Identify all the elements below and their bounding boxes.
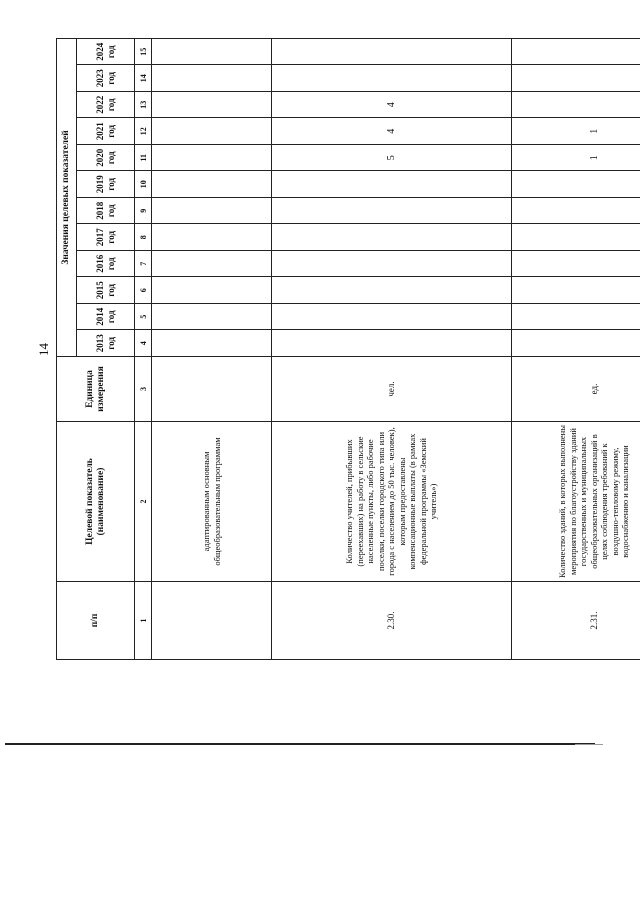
value-cell bbox=[152, 171, 272, 198]
indicator-name: Количество учителей, прибывших (переехавших) на работу в сельские населенные пункты, либо рабочие поселки, поселки городского типа или города с населением до 50 тыс. человек), которым предоставлены компенсационные выплаты (в рамках федеральной программы «Земский учитель») bbox=[272, 422, 512, 582]
value-cell: 1 bbox=[512, 118, 640, 145]
value-cell bbox=[152, 330, 272, 357]
column-index: 10 bbox=[135, 171, 152, 198]
rotated-table-container bbox=[56, 38, 631, 660]
table-row bbox=[512, 38, 640, 659]
header-unit: Единица измерения bbox=[57, 357, 135, 422]
value-cell bbox=[512, 38, 640, 65]
value-cell: 5 bbox=[272, 145, 512, 172]
value-cell bbox=[152, 38, 272, 65]
column-index: 15 bbox=[135, 38, 152, 65]
value-cell bbox=[152, 304, 272, 331]
header-indicator: Целевой показатель (наименование) bbox=[57, 422, 135, 582]
value-cell bbox=[512, 330, 640, 357]
value-cell bbox=[152, 198, 272, 225]
header-year: 2020 год bbox=[77, 145, 135, 172]
value-cell bbox=[512, 304, 640, 331]
value-cell bbox=[512, 277, 640, 304]
unit-cell bbox=[152, 357, 272, 422]
indicator-name: Количество зданий, в которых выполнены мероприятия по благоустройству зданий государственных и муниципальных общеобразовательных организаций в целях соблюдения требований к воздушно-тепловому режиму, водоснабжению и канализации bbox=[512, 422, 640, 582]
unit-cell: чел. bbox=[272, 357, 512, 422]
value-cell bbox=[512, 171, 640, 198]
header-num: п/п bbox=[57, 582, 135, 660]
value-cell: 4 bbox=[272, 92, 512, 119]
value-cell bbox=[272, 224, 512, 251]
column-index: 14 bbox=[135, 65, 152, 92]
header-year: 2019 год bbox=[77, 171, 135, 198]
table-row bbox=[152, 38, 272, 659]
header-year: 2021 год bbox=[77, 118, 135, 145]
value-cell bbox=[152, 118, 272, 145]
bottom-rule-faint bbox=[575, 744, 603, 745]
value-cell bbox=[272, 304, 512, 331]
value-cell bbox=[152, 92, 272, 119]
column-index: 12 bbox=[135, 118, 152, 145]
value-cell bbox=[152, 277, 272, 304]
column-index: 7 bbox=[135, 251, 152, 278]
value-cell bbox=[272, 38, 512, 65]
header-year: 2024 год bbox=[77, 38, 135, 65]
value-cell bbox=[152, 224, 272, 251]
column-index: 8 bbox=[135, 224, 152, 251]
header-values-group: Значения целевых показателей bbox=[57, 38, 77, 356]
indicator-name: адаптированным основным общеобразовательным программам bbox=[152, 422, 272, 582]
column-index: 3 bbox=[135, 357, 152, 422]
value-cell bbox=[152, 65, 272, 92]
value-cell bbox=[272, 65, 512, 92]
value-cell bbox=[272, 198, 512, 225]
value-cell bbox=[272, 277, 512, 304]
value-cell bbox=[512, 198, 640, 225]
bottom-rule bbox=[5, 743, 595, 745]
column-index: 11 bbox=[135, 145, 152, 172]
value-cell bbox=[152, 145, 272, 172]
header-year: 2014 год bbox=[77, 304, 135, 331]
value-cell bbox=[272, 251, 512, 278]
value-cell bbox=[512, 224, 640, 251]
column-index: 1 bbox=[135, 582, 152, 660]
row-number: 2.31. bbox=[512, 582, 640, 660]
value-cell: 1 bbox=[512, 145, 640, 172]
page-number: 14 bbox=[36, 343, 51, 356]
value-cell: 4 bbox=[272, 118, 512, 145]
value-cell bbox=[512, 92, 640, 119]
value-cell bbox=[512, 65, 640, 92]
table-row bbox=[272, 38, 512, 659]
header-year: 2018 год bbox=[77, 198, 135, 225]
header-year: 2023 год bbox=[77, 65, 135, 92]
value-cell bbox=[152, 251, 272, 278]
header-year: 2015 год bbox=[77, 277, 135, 304]
target-indicators-table bbox=[56, 38, 640, 660]
row-number: 2.30. bbox=[272, 582, 512, 660]
header-year: 2022 год bbox=[77, 92, 135, 119]
column-index: 6 bbox=[135, 277, 152, 304]
unit-cell: ед. bbox=[512, 357, 640, 422]
value-cell bbox=[272, 330, 512, 357]
header-year: 2016 год bbox=[77, 251, 135, 278]
column-index: 5 bbox=[135, 304, 152, 331]
header-year: 2017 год bbox=[77, 224, 135, 251]
column-index: 9 bbox=[135, 198, 152, 225]
row-number bbox=[152, 582, 272, 660]
header-year: 2013 год bbox=[77, 330, 135, 357]
column-index: 4 bbox=[135, 330, 152, 357]
value-cell bbox=[272, 171, 512, 198]
value-cell bbox=[512, 251, 640, 278]
column-index: 13 bbox=[135, 92, 152, 119]
column-index: 2 bbox=[135, 422, 152, 582]
